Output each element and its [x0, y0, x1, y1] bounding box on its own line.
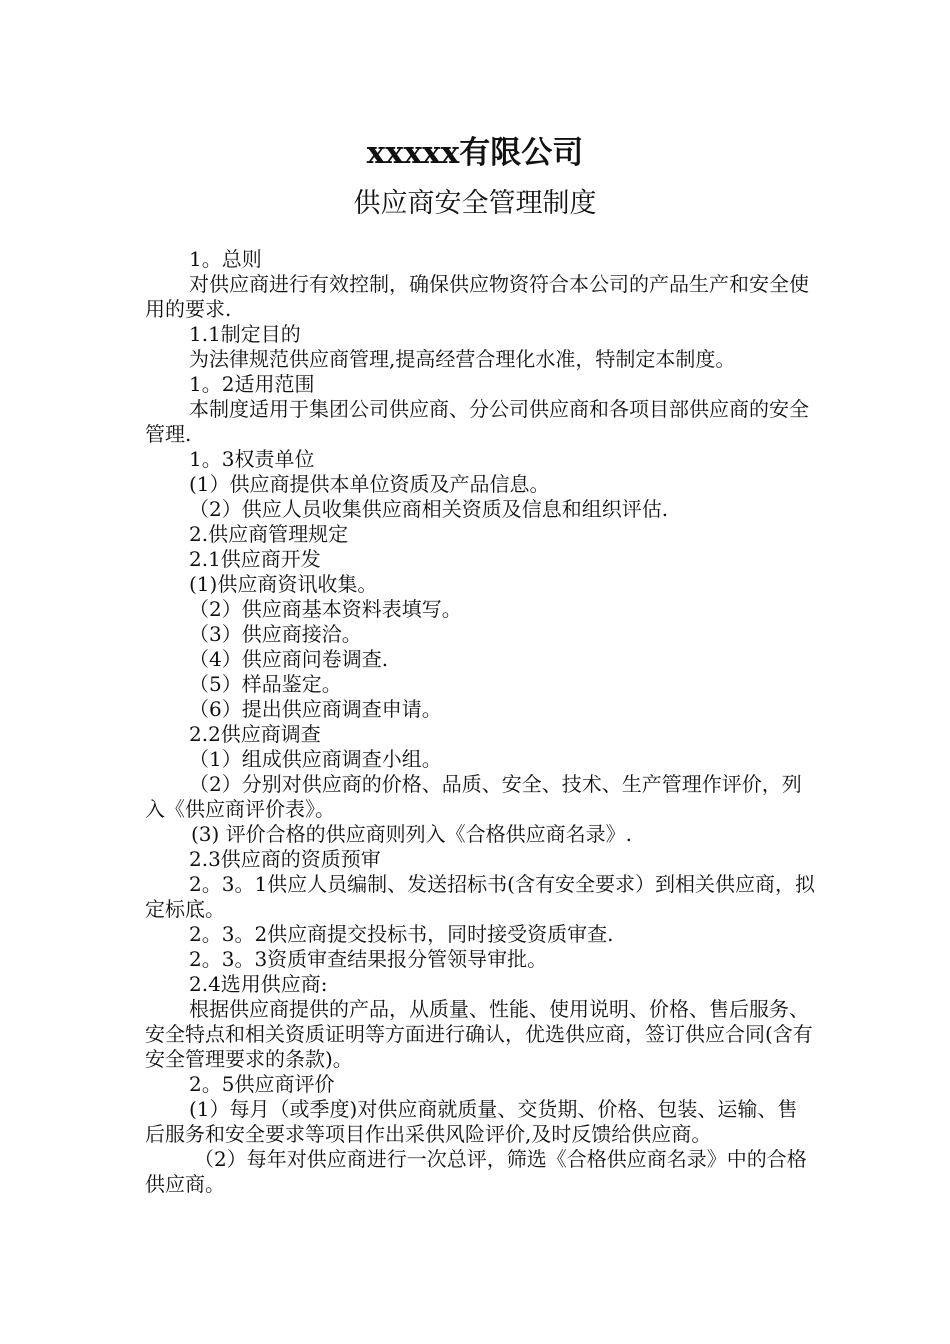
list-item: （1）组成供应商调查小组。: [189, 747, 442, 771]
list-item: （2）分别对供应商的价格、品质、安全、技术、生产管理作评价，列入《供应商评价表》。: [145, 772, 802, 821]
section-heading: 2.4选用供应商:: [189, 972, 328, 996]
section-heading: 1。3权责单位: [189, 447, 315, 471]
section-heading: 2.2供应商调查: [189, 722, 321, 746]
section-heading: 2.供应商管理规定: [189, 522, 349, 546]
section-heading: 2.1供应商开发: [189, 547, 321, 571]
list-item: (1）供应商提供本单位资质及产品信息。: [189, 472, 550, 496]
document-title: 供应商安全管理制度: [353, 188, 597, 219]
paragraph: 对供应商进行有效控制，确保供应物资符合本公司的产品生产和安全使用的要求.: [145, 272, 809, 321]
list-item: （2）供应人员收集供应商相关资质及信息和组织评估.: [189, 497, 669, 521]
paragraph: 2。3。1供应人员编制、发送招标书(含有安全要求）到相关供应商，拟定标底。: [145, 872, 815, 921]
paragraph: 2。3。3资质审查结果报分管领导审批。: [189, 947, 548, 971]
paragraph: 2。3。2供应商提交投标书，同时接受资质审查.: [189, 922, 614, 946]
list-item: （6）提出供应商调查申请。: [189, 697, 442, 721]
list-item: (1)供应商资讯收集。: [189, 572, 378, 596]
section-heading: 2。5供应商评价: [189, 1072, 335, 1096]
list-item: （2）每年对供应商进行一次总评，筛选《合格供应商名录》中的合格供应商。: [145, 1147, 807, 1196]
list-item: （5）样品鉴定。: [189, 672, 342, 696]
list-item: (1）每月（或季度)对供应商就质量、交货期、价格、包装、运输、售后服务和安全要求等项目作出采供风险评价,及时反馈给供应商。: [145, 1097, 798, 1146]
section-heading: 1。总则: [189, 247, 262, 271]
list-item: （3）供应商接洽。: [189, 622, 362, 646]
paragraph: 根据供应商提供的产品，从质量、性能、使用说明、价格、售后服务、安全特点和相关资质证明等方面进行确认，优选供应商，签订供应合同(含有安全管理要求的条款)。: [145, 997, 813, 1071]
section-heading: 2.3供应商的资质预审: [189, 847, 381, 871]
paragraph: 为法律规范供应商管理,提高经营合理化水准，特制定本制度。: [189, 347, 736, 371]
list-item: (3) 评价合格的供应商则列入《合格供应商名录》.: [191, 822, 633, 846]
section-heading: 1.1制定目的: [189, 322, 301, 346]
list-item: （4）供应商问卷调查.: [189, 647, 389, 671]
company-name: xxxxx有限公司: [366, 135, 584, 171]
paragraph: 本制度适用于集团公司供应商、分公司供应商和各项目部供应商的安全管理.: [145, 397, 809, 446]
list-item: （2）供应商基本资料表填写。: [189, 597, 462, 621]
section-heading: 1。2适用范围: [189, 372, 315, 396]
document-body: [145, 247, 815, 1197]
